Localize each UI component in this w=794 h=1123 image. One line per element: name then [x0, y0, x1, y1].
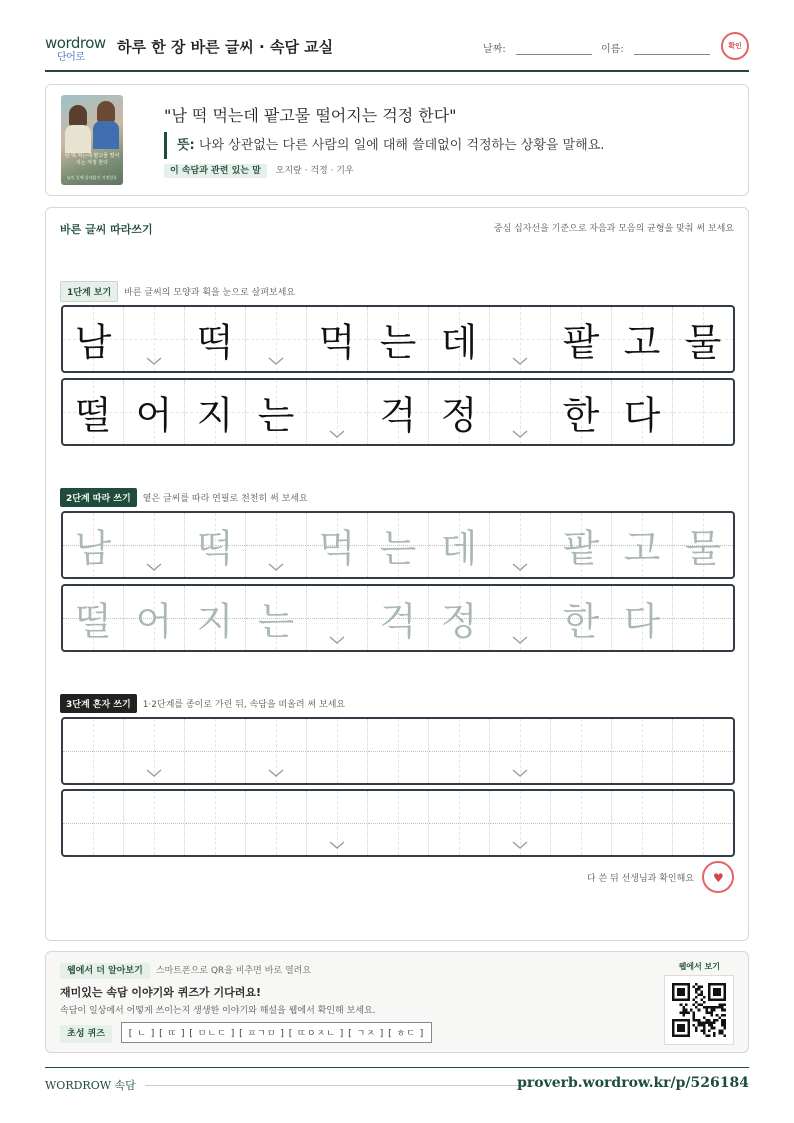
footer-brand: WORDROW 속담 [45, 1079, 136, 1092]
grid-cell[interactable] [307, 719, 368, 783]
grid-cell[interactable] [429, 791, 490, 855]
web-headline: 재미있는 속담 이야기와 퀴즈가 기다려요! [60, 986, 261, 999]
practice-title: 바른 글씨 따라쓰기 [60, 223, 153, 236]
space-mark-icon [329, 430, 345, 438]
grid-character: 남 [74, 526, 112, 571]
grid-cell [185, 380, 246, 444]
grid-cell [246, 307, 307, 371]
grid-cell[interactable] [612, 513, 673, 577]
grid-character: 먹 [318, 526, 356, 571]
grid-cell[interactable] [307, 791, 368, 855]
grid-character: 지 [196, 599, 234, 644]
grid-cell[interactable] [429, 719, 490, 783]
grid-cell[interactable] [124, 719, 185, 783]
grid-cell[interactable] [246, 719, 307, 783]
grid-cell[interactable] [551, 586, 612, 650]
grid-character: 한 [562, 599, 600, 644]
grid-character: 어 [135, 599, 173, 644]
grid-character: 팥 [562, 526, 600, 571]
grid-cell[interactable] [673, 719, 733, 783]
grid-cell[interactable] [368, 791, 429, 855]
grid-cell[interactable] [368, 719, 429, 783]
grid-character: 어 [135, 393, 173, 438]
proverb-meaning: 뜻: 나와 상관없는 다른 사람의 일에 대해 쓸데없이 걱정하는 상황을 말해요. [164, 132, 604, 159]
step1-row-2 [61, 378, 735, 446]
space-mark-icon [268, 769, 284, 777]
qr-code[interactable] [664, 975, 734, 1045]
proverb-illustration: 남 떡 먹는데 팥고물 떨어지는 걱정 한다 남의 일에 쓸데없이 걱정함을 [61, 95, 123, 185]
grid-cell[interactable] [63, 719, 124, 783]
grid-character: 다 [623, 393, 661, 438]
space-mark-icon [329, 636, 345, 644]
grid-cell[interactable] [490, 791, 551, 855]
grid-cell [673, 380, 733, 444]
grid-character: 고 [623, 526, 661, 571]
heart-icon: ♥ [713, 871, 724, 885]
page-header [45, 30, 749, 72]
grid-character: 남 [74, 320, 112, 365]
space-mark-icon [146, 563, 162, 571]
grid-cell [185, 307, 246, 371]
web-more-card [45, 951, 749, 1053]
qr-label: 웹에서 보기 [678, 962, 720, 971]
grid-cell[interactable] [551, 513, 612, 577]
grid-character: 물 [684, 320, 722, 365]
grid-cell[interactable] [246, 586, 307, 650]
space-mark-icon [146, 357, 162, 365]
grid-character: 떨 [74, 393, 112, 438]
grid-character: 떡 [196, 320, 234, 365]
grid-cell [307, 307, 368, 371]
proverb-intro-card [45, 84, 749, 196]
space-mark-icon [512, 769, 528, 777]
grid-cell [490, 307, 551, 371]
chosung-quiz: 초성 퀴즈 [ ㄴ ] [ ㄸ ] [ ㅁㄴㄷ ] [ ㅍㄱㅁ ] [ ㄸㅇㅈㄴ ] [ ㄱㅈ ] [ ㅎㄷ ] [60, 1022, 432, 1043]
grid-cell [124, 380, 185, 444]
space-mark-icon [268, 357, 284, 365]
grid-character: 지 [196, 393, 234, 438]
quiz-hint: [ ㄴ ] [ ㄸ ] [ ㅁㄴㄷ ] [ ㅍㄱㅁ ] [ ㄸㅇㅈㄴ ] [ ㄱㅈ ] [ ㅎㄷ ] [121, 1022, 432, 1043]
grid-cell [429, 380, 490, 444]
step3-header: 3단계 혼자 쓰기 1·2단계를 종이로 가린 뒤, 속담을 떠올려 써 보세요 [60, 694, 345, 713]
check-stamp: 확인 [721, 32, 749, 60]
grid-cell [63, 307, 124, 371]
grid-cell[interactable] [551, 791, 612, 855]
grid-character: 정 [440, 599, 478, 644]
grid-character: 한 [562, 393, 600, 438]
step1-row-1 [61, 305, 735, 373]
step2-row-1[interactable] [61, 511, 735, 579]
grid-cell[interactable] [673, 586, 733, 650]
footer-url[interactable]: proverb.wordrow.kr/p/526184 [517, 1075, 749, 1091]
grid-cell[interactable] [246, 513, 307, 577]
grid-cell[interactable] [246, 791, 307, 855]
grid-character: 떡 [196, 526, 234, 571]
grid-character: 데 [440, 526, 478, 571]
step2-header: 2단계 따라 쓰기 옅은 글씨를 따라 연필로 천천히 써 보세요 [60, 488, 308, 507]
grid-cell[interactable] [63, 586, 124, 650]
grid-character: 걱 [379, 393, 417, 438]
grid-cell[interactable] [612, 791, 673, 855]
space-mark-icon [512, 563, 528, 571]
grid-cell [551, 380, 612, 444]
grid-cell[interactable] [673, 791, 733, 855]
grid-cell[interactable] [429, 513, 490, 577]
grid-cell [612, 380, 673, 444]
space-mark-icon [512, 841, 528, 849]
name-field[interactable]: 이름: [601, 40, 710, 55]
grid-character: 고 [623, 320, 661, 365]
grid-character: 데 [440, 320, 478, 365]
grid-cell[interactable] [307, 513, 368, 577]
proverb-text: "남 떡 먹는데 팥고물 떨어지는 걱정 한다" [164, 106, 457, 125]
grid-cell[interactable] [185, 513, 246, 577]
grid-cell[interactable] [307, 586, 368, 650]
grid-cell[interactable] [612, 586, 673, 650]
grid-cell [246, 380, 307, 444]
grid-cell[interactable] [490, 719, 551, 783]
grid-cell [612, 307, 673, 371]
grid-cell[interactable] [185, 791, 246, 855]
grid-character: 떨 [74, 599, 112, 644]
teacher-check-note: 다 쓴 뒤 선생님과 확인해요 [586, 874, 694, 884]
grid-cell[interactable] [63, 791, 124, 855]
grid-character: 는 [257, 599, 295, 644]
grid-character: 는 [379, 526, 417, 571]
grid-cell[interactable] [429, 586, 490, 650]
practice-card [45, 207, 749, 941]
date-field[interactable]: 날짜: [483, 40, 592, 55]
grid-cell[interactable] [185, 586, 246, 650]
web-description: 속담이 일상에서 어떻게 쓰이는지 생생한 이야기와 해설을 웹에서 확인해 보세요. [60, 1006, 376, 1016]
grid-cell [63, 380, 124, 444]
grid-character: 물 [684, 526, 722, 571]
grid-cell[interactable] [63, 513, 124, 577]
grid-cell [307, 380, 368, 444]
grid-cell [551, 307, 612, 371]
web-badge: 웹에서 더 알아보기 스마트폰으로 QR을 비추면 바로 열려요 [60, 963, 311, 976]
grid-cell[interactable] [124, 513, 185, 577]
grid-cell [368, 307, 429, 371]
grid-cell[interactable] [612, 719, 673, 783]
grid-cell[interactable] [124, 791, 185, 855]
step3-row-2[interactable] [61, 789, 735, 857]
practice-note: 중심 십자선을 기준으로 자음과 모음의 균형을 맞춰 써 보세요 [493, 224, 734, 234]
step3-row-1[interactable] [61, 717, 735, 785]
grid-cell[interactable] [368, 586, 429, 650]
grid-character: 팥 [562, 320, 600, 365]
space-mark-icon [512, 636, 528, 644]
page-footer [45, 1067, 749, 1097]
related-words: 이 속담과 관련 있는 말 오지랖 · 걱정 · 기우 [164, 163, 354, 176]
grid-cell[interactable] [124, 586, 185, 650]
grid-cell[interactable] [368, 513, 429, 577]
grid-cell [673, 307, 733, 371]
grid-cell[interactable] [490, 586, 551, 650]
space-mark-icon [146, 769, 162, 777]
grid-cell [124, 307, 185, 371]
grid-cell[interactable] [551, 719, 612, 783]
wordrow-logo: wordrow 단어로 [45, 34, 106, 63]
grid-cell [368, 380, 429, 444]
step2-row-2[interactable] [61, 584, 735, 652]
grid-cell[interactable] [490, 513, 551, 577]
grid-character: 정 [440, 393, 478, 438]
grid-cell [490, 380, 551, 444]
space-mark-icon [268, 563, 284, 571]
step1-header: 1단계 보기 바른 글씨의 모양과 획을 눈으로 살펴보세요 [60, 281, 295, 302]
grid-character: 는 [379, 320, 417, 365]
grid-character: 걱 [379, 599, 417, 644]
grid-character: 다 [623, 599, 661, 644]
space-mark-icon [512, 430, 528, 438]
space-mark-icon [512, 357, 528, 365]
space-mark-icon [329, 841, 345, 849]
grid-cell [429, 307, 490, 371]
grid-cell[interactable] [185, 719, 246, 783]
qr-code-icon [672, 983, 726, 1037]
grid-cell[interactable] [673, 513, 733, 577]
teacher-stamp [702, 861, 734, 893]
worksheet-title: 하루 한 장 바른 글씨 · 속담 교실 [117, 38, 334, 56]
grid-character: 먹 [318, 320, 356, 365]
grid-character: 는 [257, 393, 295, 438]
